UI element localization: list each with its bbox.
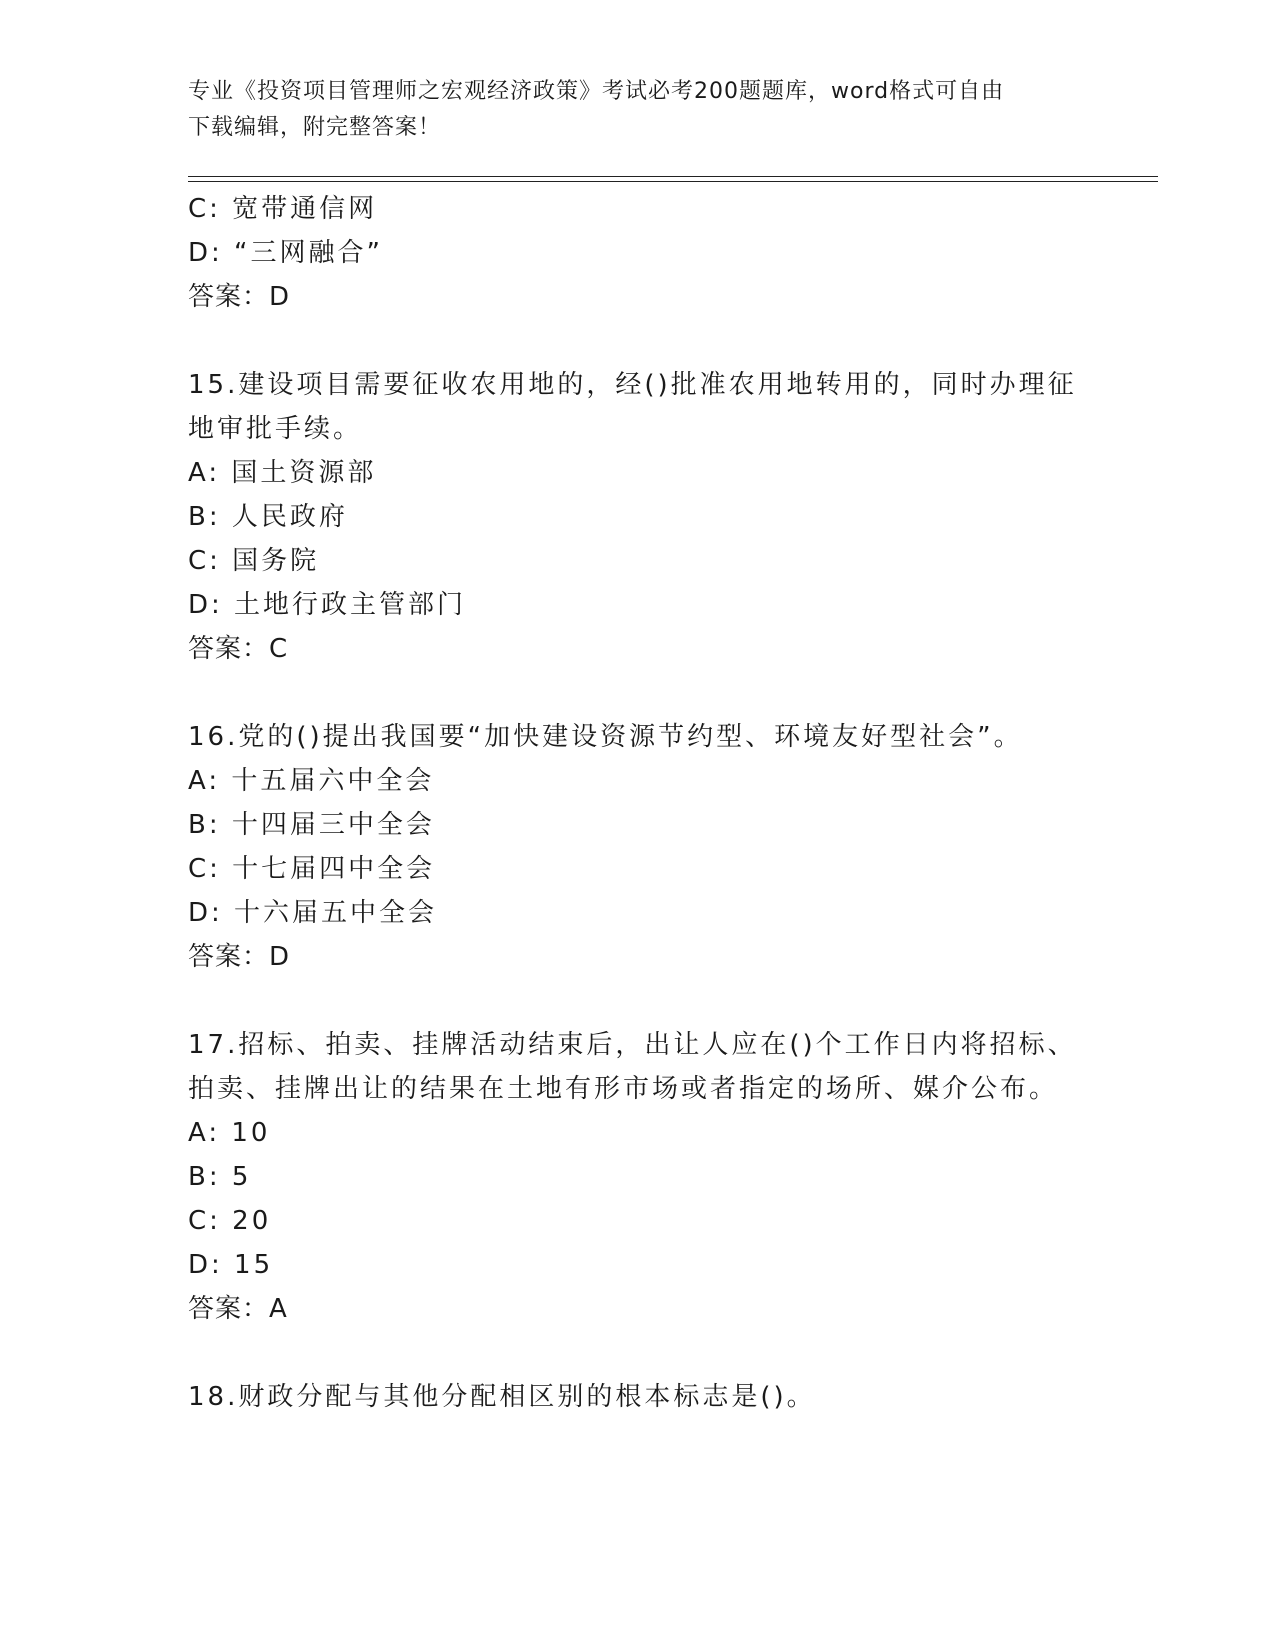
q18-stem-line-1: 18.财政分配与其他分配相区别的根本标志是()。 [188,1382,816,1412]
q15-option-b: B: 人民政府 [188,502,348,532]
q17-option-b: B: 5 [188,1162,252,1192]
header-divider-top [188,176,1158,177]
q17-answer: 答案：A [188,1294,288,1324]
q17-option-d: D: 15 [188,1250,274,1280]
q14-option-c: C: 宽带通信网 [188,194,378,224]
q15-option-a: A: 国土资源部 [188,458,377,488]
header-line-2: 下载编辑，附完整答案！ [188,115,442,140]
q16-option-d: D: 十六届五中全会 [188,898,438,928]
q16-answer: 答案：D [188,942,291,972]
q15-option-d: D: 土地行政主管部门 [188,590,467,620]
q17-stem-line-2: 拍卖、挂牌出让的结果在土地有形市场或者指定的场所、媒介公布。 [188,1074,1059,1104]
q17-option-c: C: 20 [188,1206,272,1236]
q14-answer: 答案：D [188,282,291,312]
q16-option-b: B: 十四届三中全会 [188,810,435,840]
header-divider-bottom [188,181,1158,182]
q15-stem-line-1: 15.建设项目需要征收农用地的，经()批准农用地转用的，同时办理征 [188,370,1077,400]
q16-option-c: C: 十七届四中全会 [188,854,436,884]
document-header [188,74,1088,146]
q15-stem-line-2: 地审批手续。 [188,414,363,444]
q15-answer: 答案：C [188,634,289,664]
q16-stem-line-1: 16.党的()提出我国要“加快建设资源节约型、环境友好型社会”。 [188,722,1023,752]
q15-option-c: C: 国务院 [188,546,320,576]
q14-option-d: D: “三网融合” [188,238,383,268]
q17-option-a: A: 10 [188,1118,271,1148]
header-line-1: 专业《投资项目管理师之宏观经济政策》考试必考200题题库，word格式可自由 [188,79,1005,104]
q17-stem-line-1: 17.招标、拍卖、挂牌活动结束后，出让人应在()个工作日内将招标、 [188,1030,1077,1060]
q16-option-a: A: 十五届六中全会 [188,766,435,796]
